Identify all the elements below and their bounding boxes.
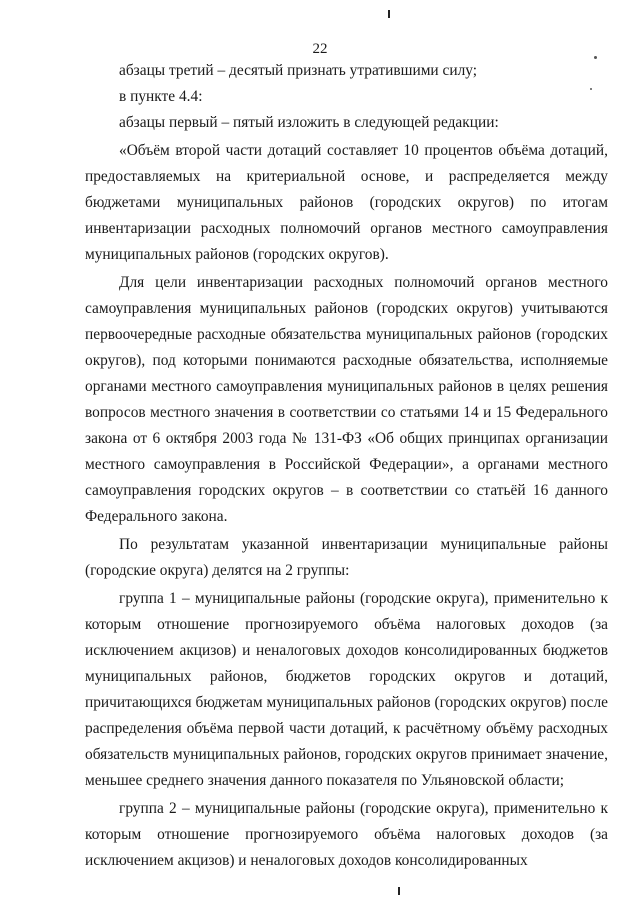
- paragraph: группа 2 – муниципальные районы (городские округа), применительно к которым отношение прогнозируемого объёма налоговых доходов (за исключением акцизов) и неналоговых доходов консолидированных: [85, 800, 608, 869]
- page-number: 22: [312, 41, 328, 57]
- paragraph: «Объём второй части дотаций составляет 10 процентов объёма дотаций, предоставляемых на критериальной основе, и распределяется между бюджетами муниципальных районов (городских округов) по итогам инвентаризации расходных полномочий органов местного самоуправления муниципальных районов (городских округов).: [85, 142, 608, 263]
- paragraph: группа 1 – муниципальные районы (городские округа), применительно к которым отношение прогнозируемого объёма налоговых доходов (за исключением акцизов) и неналоговых доходов консолидированных бюджетов муниципальных районов, бюджетов городских округов и дотаций, причитающихся бюджетам муниципальных районов (городских округов) после распределения объёма первой части дотаций, к расчётному объёму расходных обязательств муниципальных районов, городских округов принимает значение, меньшее среднего значения данного показателя по Ульяновской области;: [85, 590, 608, 789]
- paragraph: абзацы первый – пятый изложить в следующей редакции:: [119, 114, 499, 131]
- document-body: [85, 58, 608, 874]
- scan-mark-bottom: [398, 887, 400, 895]
- paragraph: Для цели инвентаризации расходных полномочий органов местного самоуправления муниципальных районов (городских округов) учитываются первоочередные расходные обязательства муниципальных районов (городских округов), под которыми понимаются расходные обязательства, исполняемые органами местного самоуправления муниципальных районов в целях решения вопросов местного значения в соответствии со статьями 14 и 15 Федерального закона от 6 октября 2003 года № 131-ФЗ «Об общих принципах организации местного самоуправления в Российской Федерации», а органами местного самоуправления городских округов – в соответствии со статьёй 16 данного Федерального закона.: [85, 274, 608, 525]
- paragraph: абзацы третий – десятый признать утратившими силу;: [119, 62, 478, 79]
- scan-mark-top: [388, 10, 390, 18]
- paragraph: По результатам указанной инвентаризации муниципальные районы (городские округа) делятся на 2 группы:: [85, 536, 608, 579]
- paragraph: в пункте 4.4:: [119, 88, 203, 105]
